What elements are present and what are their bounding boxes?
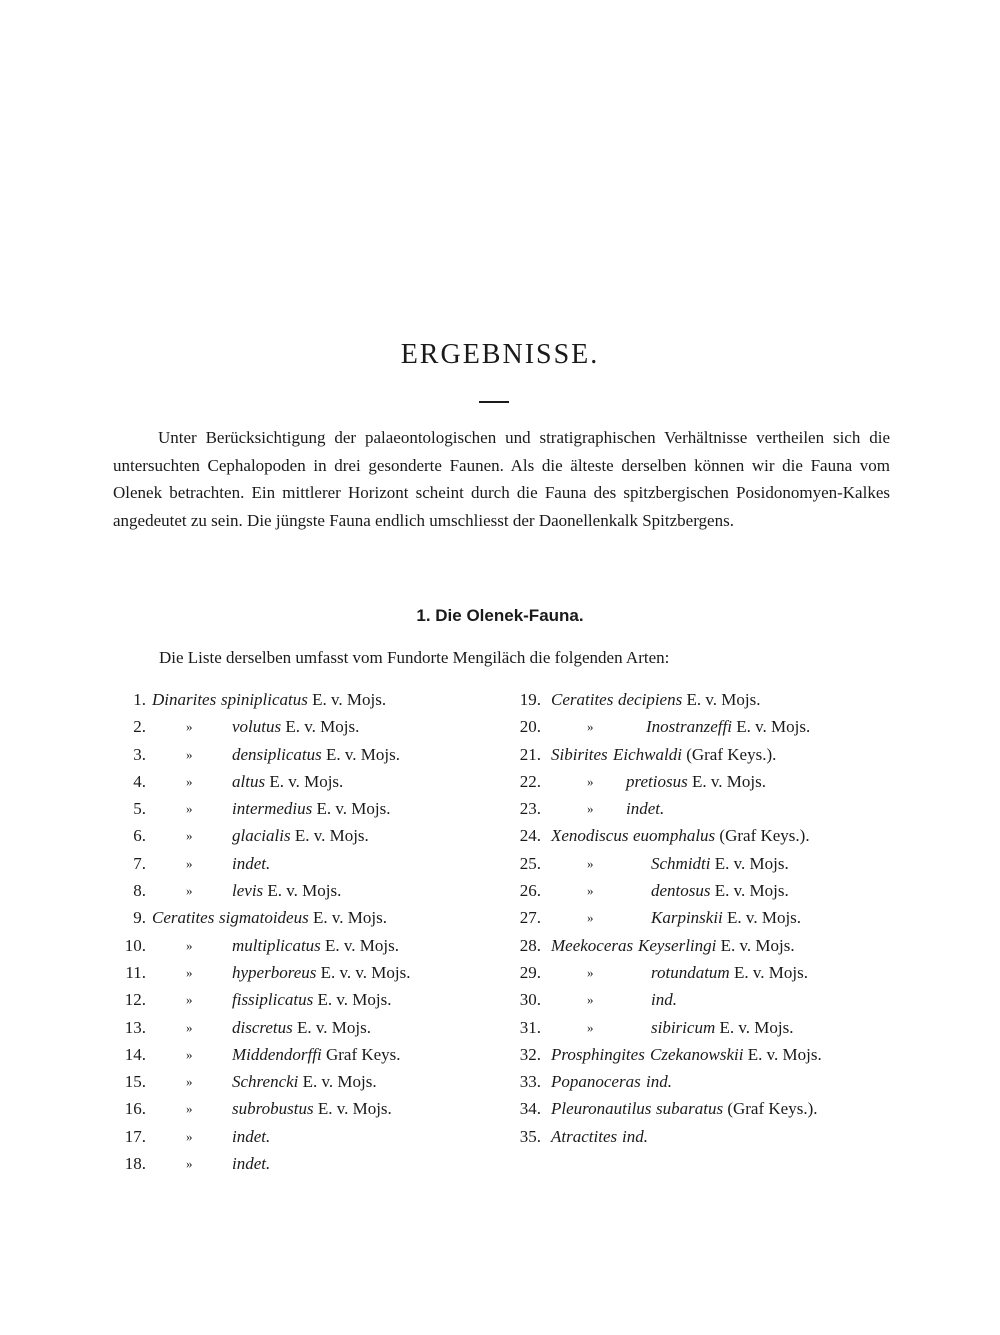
entry-number: 14.: [124, 1044, 146, 1064]
species-author: E. v. Mojs.: [290, 826, 369, 846]
species-epithet: volutus: [232, 717, 282, 737]
species-text: [232, 1150, 270, 1177]
ditto-mark: »: [186, 801, 193, 817]
species-entry: [112, 822, 482, 849]
species-epithet: fissiplicatus: [232, 990, 314, 1010]
entry-number: 35.: [519, 1126, 541, 1146]
species-entry: [506, 822, 906, 849]
species-text: [651, 877, 789, 904]
species-text: [656, 1095, 817, 1122]
ditto-mark: »: [186, 1128, 193, 1144]
genus-name: Meekoceras: [551, 935, 634, 955]
entry-number: 9.: [133, 908, 146, 928]
species-epithet: spiniplicatus: [221, 690, 308, 709]
species-entry: [506, 904, 906, 931]
species-text: [651, 904, 801, 931]
ditto-mark: »: [587, 719, 594, 735]
species-epithet: Schrencki: [232, 1072, 299, 1092]
genus-name: Dinarites: [152, 690, 217, 709]
species-entry: [112, 877, 482, 904]
entry-number: 7.: [133, 853, 146, 873]
species-author: E. v. Mojs.: [731, 717, 811, 737]
entry-number: 4.: [133, 771, 146, 791]
species-entry: [112, 686, 482, 713]
species-epithet: subrobustus: [232, 1099, 314, 1119]
species-epithet: decipiens: [618, 690, 683, 709]
entry-number: 32.: [519, 1044, 541, 1064]
species-entry: [112, 1150, 482, 1177]
species-entry: [112, 1041, 482, 1068]
ditto-mark: »: [587, 855, 594, 871]
page-title: ERGEBNISSE.: [400, 339, 600, 370]
species-entry: [506, 850, 906, 877]
species-author: E. v. Mojs.: [292, 1017, 372, 1037]
entry-number: 16.: [124, 1099, 146, 1119]
intro-paragraph: Unter Berücksichtigung der palaeontologischen und stratigraphischen Verhältnisse vertheilen sich die untersuchten Cephalopoden in drei gesonderte Faunen. Als die älteste derselben können wir die Fauna vom Olenek betrachten. Ein mittlerer Horizont scheint durch die Fauna des spitzbergischen Posidonomyen-Kalkes angedeutet zu sein. Die jüngste Fauna endlich umschliesst der Daonellenkalk Spitzbergens.: [113, 428, 890, 530]
species-text: [650, 1041, 822, 1068]
species-epithet: Czekanowskii: [650, 1044, 744, 1064]
species-entry: [506, 1123, 906, 1150]
species-entry: [506, 741, 906, 768]
species-entry: [506, 1068, 906, 1095]
entry-number: 19.: [519, 690, 541, 709]
entry-number: 11.: [125, 962, 146, 982]
species-author: E. v. Mojs.: [263, 881, 342, 901]
species-text: [651, 850, 789, 877]
genus-name: Ceratites: [551, 690, 614, 709]
species-author: (Graf Keys.).: [723, 1099, 818, 1119]
ditto-mark: »: [186, 1019, 193, 1035]
species-epithet: ind.: [622, 1126, 648, 1146]
species-epithet: rotundatum: [651, 962, 730, 982]
species-text: [626, 795, 664, 822]
species-entry: [112, 986, 482, 1013]
species-author: E. v. Mojs.: [265, 771, 344, 791]
entry-number: 21.: [519, 744, 541, 764]
genus-name: Xenodiscus: [551, 826, 629, 846]
species-author: E. v. Mojs.: [716, 935, 795, 955]
ditto-mark: »: [186, 1156, 193, 1172]
species-text: [232, 932, 399, 959]
entry-number: 29.: [519, 962, 541, 982]
ditto-mark: »: [186, 937, 193, 953]
entry-number: 34.: [519, 1099, 541, 1119]
species-text: [232, 986, 391, 1013]
species-author: E. v. Mojs.: [710, 881, 789, 901]
entry-number: 8.: [133, 881, 146, 901]
entry-number: 33.: [519, 1072, 541, 1092]
species-epithet: euomphalus: [633, 826, 716, 846]
species-text: [232, 768, 343, 795]
species-epithet: sigmatoideus: [219, 908, 309, 928]
entry-number: 20.: [519, 717, 541, 737]
species-entry: [112, 1123, 482, 1150]
species-text: [232, 877, 341, 904]
species-entry: [506, 877, 906, 904]
species-author: E. v. Mojs.: [313, 990, 392, 1010]
species-epithet: densiplicatus: [232, 744, 322, 764]
entry-number: 30.: [519, 990, 541, 1010]
species-text: [219, 904, 387, 931]
ditto-mark: »: [186, 1101, 193, 1117]
species-entry: [506, 768, 906, 795]
species-entry: [112, 959, 482, 986]
genus-name: Pleuronautilus: [551, 1099, 652, 1119]
species-text: [232, 1095, 392, 1122]
species-text: [638, 932, 795, 959]
species-author: E. v. Mojs.: [687, 771, 766, 791]
species-entry: [506, 932, 906, 959]
species-epithet: intermedius: [232, 799, 313, 819]
species-entry: [112, 795, 482, 822]
species-author: E. v. Mojs.: [312, 799, 391, 819]
entry-number: 1.: [133, 690, 146, 709]
genus-name: Sibirites: [551, 744, 608, 764]
species-text: [232, 1123, 270, 1150]
entry-number: 10.: [124, 935, 146, 955]
entry-number: 18.: [124, 1154, 146, 1174]
species-epithet: discretus: [232, 1017, 293, 1037]
species-epithet: glacialis: [232, 826, 291, 846]
species-epithet: altus: [232, 771, 266, 791]
species-author: (Graf Keys.).: [715, 826, 810, 846]
species-author: E. v. Mojs.: [743, 1044, 822, 1064]
species-text: [232, 850, 270, 877]
entry-number: 6.: [133, 826, 146, 846]
species-epithet: sibiricum: [651, 1017, 716, 1037]
species-entry: [112, 1095, 482, 1122]
entry-number: 31.: [519, 1017, 541, 1037]
species-epithet: ind.: [646, 1072, 672, 1092]
species-text: [622, 1123, 648, 1150]
species-author: E. v. Mojs.: [313, 1099, 392, 1119]
species-text: [232, 1068, 377, 1095]
species-author: E. v. Mojs.: [321, 744, 400, 764]
species-author: E. v. Mojs.: [715, 1017, 794, 1037]
species-text: [646, 713, 810, 740]
species-author: (Graf Keys.).: [681, 744, 777, 764]
ditto-mark: »: [587, 964, 594, 980]
ditto-mark: »: [587, 910, 594, 926]
section-heading: 1. Die Olenek-Fauna.: [416, 606, 584, 625]
species-epithet: pretiosus: [626, 771, 688, 791]
entry-number: 12.: [124, 990, 146, 1010]
species-text: [232, 713, 359, 740]
ditto-mark: »: [186, 746, 193, 762]
species-author: E. v. Mojs.: [722, 908, 802, 928]
entry-number: 13.: [124, 1017, 146, 1037]
species-epithet: Eichwaldi: [613, 744, 682, 764]
species-entry: [112, 904, 482, 931]
species-text: [651, 986, 677, 1013]
species-text: [232, 959, 411, 986]
species-text: [232, 795, 391, 822]
species-text: [651, 1014, 793, 1041]
entry-number: 28.: [519, 935, 541, 955]
species-entry: [112, 1068, 482, 1095]
ditto-mark: »: [587, 992, 594, 1008]
species-entry: [112, 741, 482, 768]
species-epithet: Inostranzeffi: [646, 717, 732, 737]
species-entry: [506, 1041, 906, 1068]
species-epithet: ind.: [651, 990, 677, 1010]
species-text: [633, 822, 810, 849]
ditto-mark: »: [186, 992, 193, 1008]
ditto-mark: »: [587, 801, 594, 817]
species-entry: [112, 713, 482, 740]
species-entry: [506, 686, 906, 713]
species-entry: [506, 1014, 906, 1041]
species-author: E. v. Mojs.: [320, 935, 400, 955]
list-intro: Die Liste derselben umfasst vom Fundorte Mengiläch die folgenden Arten:: [159, 648, 670, 667]
ditto-mark: »: [186, 855, 193, 871]
entry-number: 22.: [519, 771, 541, 791]
ditto-mark: »: [186, 883, 193, 899]
ditto-mark: »: [186, 719, 193, 735]
ditto-mark: »: [186, 828, 193, 844]
species-text: [613, 741, 776, 768]
title-divider: [479, 401, 509, 403]
species-author: E. v. Mojs.: [307, 690, 387, 709]
species-list-left: [112, 686, 482, 1177]
species-text: [221, 686, 386, 713]
entry-number: 17.: [124, 1126, 146, 1146]
species-text: [232, 741, 400, 768]
species-author: E. v. Mojs.: [281, 717, 360, 737]
ditto-mark: »: [186, 964, 193, 980]
species-list-right: [506, 686, 906, 1150]
species-text: [232, 1014, 371, 1041]
species-author: E. v. Mojs.: [308, 908, 387, 928]
species-epithet: Schmidti: [651, 853, 711, 873]
species-entry: [506, 713, 906, 740]
species-epithet: Keyserlingi: [638, 935, 717, 955]
species-author: E. v. Mojs.: [729, 962, 808, 982]
species-epithet: indet.: [232, 1154, 271, 1174]
ditto-mark: »: [186, 773, 193, 789]
entry-number: 27.: [519, 908, 541, 928]
entry-number: 23.: [519, 799, 541, 819]
species-epithet: hyperboreus: [232, 962, 317, 982]
species-epithet: indet.: [232, 1126, 271, 1146]
entry-number: 2.: [133, 717, 146, 737]
species-epithet: indet.: [626, 799, 665, 819]
species-entry: [506, 959, 906, 986]
species-text: [646, 1068, 672, 1095]
entry-number: 5.: [133, 799, 146, 819]
ditto-mark: »: [186, 1046, 193, 1062]
species-author: E. v. Mojs.: [298, 1072, 377, 1092]
species-author: E. v. v. Mojs.: [316, 962, 411, 982]
species-entry: [112, 850, 482, 877]
species-epithet: subaratus: [656, 1099, 724, 1119]
genus-name: Prosphingites: [551, 1044, 645, 1064]
species-entry: [506, 986, 906, 1013]
entry-number: 24.: [519, 826, 541, 846]
entry-number: 3.: [133, 744, 146, 764]
species-epithet: multiplicatus: [232, 935, 321, 955]
species-epithet: dentosus: [651, 881, 711, 901]
species-entry: [112, 932, 482, 959]
species-entry: [112, 1014, 482, 1041]
species-text: [232, 822, 369, 849]
species-entry: [506, 1095, 906, 1122]
genus-name: Atractites: [551, 1126, 618, 1146]
species-author: E. v. Mojs.: [710, 853, 789, 873]
species-epithet: indet.: [232, 853, 271, 873]
ditto-mark: »: [186, 1074, 193, 1090]
ditto-mark: »: [587, 1019, 594, 1035]
species-entry: [506, 795, 906, 822]
entry-number: 25.: [519, 853, 541, 873]
genus-name: Ceratites: [152, 908, 215, 928]
genus-name: Popanoceras: [551, 1072, 641, 1092]
ditto-mark: »: [587, 883, 594, 899]
species-text: [618, 686, 760, 713]
species-author: E. v. Mojs.: [682, 690, 761, 709]
entry-number: 15.: [124, 1072, 146, 1092]
species-epithet: levis: [232, 881, 264, 901]
species-text: [626, 768, 766, 795]
species-author: Graf Keys.: [321, 1044, 401, 1064]
species-text: [232, 1041, 401, 1068]
species-epithet: Karpinskii: [651, 908, 723, 928]
species-text: [651, 959, 808, 986]
entry-number: 26.: [519, 881, 541, 901]
species-epithet: Middendorffi: [232, 1044, 322, 1064]
species-entry: [112, 768, 482, 795]
ditto-mark: »: [587, 773, 594, 789]
